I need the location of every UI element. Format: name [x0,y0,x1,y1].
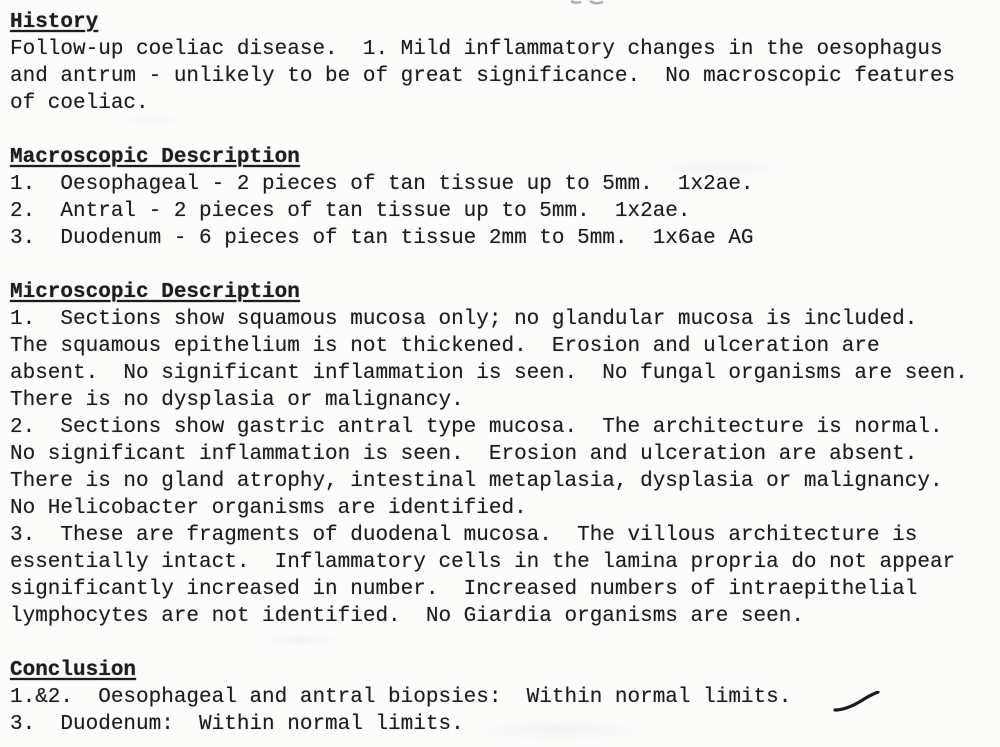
report-line: absent. No significant inflammation is seen. No fungal organisms are seen. [10,362,968,385]
report-line: There is no dysplasia or malignancy. [10,389,464,412]
blank-line [10,117,1000,144]
blank-line [10,630,1000,657]
section-microscopic-description [10,279,1000,630]
scan-artifact-page-number-icon [568,0,610,9]
report-line: 1.&2. Oesophageal and antral biopsies: Within normal limits. [10,686,792,709]
section-macroscopic-description [10,144,1000,252]
section-heading-macroscopic: Macroscopic Description [10,146,300,169]
report-line: 2. Sections show gastric antral type mucosa. The architecture is normal. [10,416,943,439]
section-heading-microscopic: Microscopic Description [10,281,300,304]
report-line: 3. Duodenum - 6 pieces of tan tissue 2mm to 5mm. 1x6ae AG [10,227,754,250]
report-line: There is no gland atrophy, intestinal metaplasia, dysplasia or malignancy. [10,470,943,493]
report-line: significantly increased in number. Increased numbers of intraepithelial [10,578,918,601]
report-line: lymphocytes are not identified. No Giardia organisms are seen. [10,605,804,628]
report-line: No significant inflammation is seen. Erosion and ulceration are absent. [10,443,918,466]
blank-line [10,252,1000,279]
report-line: 1. Sections show squamous mucosa only; no glandular mucosa is included. [10,308,918,331]
report-line: 3. Duodenum: Within normal limits. [10,713,464,736]
report-line: Follow-up coeliac disease. 1. Mild inflammatory changes in the oesophagus [10,38,943,61]
section-history [10,9,1000,117]
report-line: 1. Oesophageal - 2 pieces of tan tissue up to 5mm. 1x2ae. [10,173,754,196]
report-line: 3. These are fragments of duodenal mucosa. The villous architecture is [10,524,918,547]
report-line: essentially intact. Inflammatory cells in the lamina propria do not appear [10,551,956,574]
report-line: The squamous epithelium is not thickened. Erosion and ulceration are [10,335,880,358]
section-heading-history: History [10,11,99,34]
report-line: of coeliac. [10,92,149,115]
handwritten-tick-icon [833,691,881,713]
report-line: No Helicobacter organisms are identified. [10,497,527,520]
report-line: 2. Antral - 2 pieces of tan tissue up to 5mm. 1x2ae. [10,200,691,223]
report-line: and antrum - unlikely to be of great significance. No macroscopic features [10,65,956,88]
section-heading-conclusion: Conclusion [10,659,137,682]
